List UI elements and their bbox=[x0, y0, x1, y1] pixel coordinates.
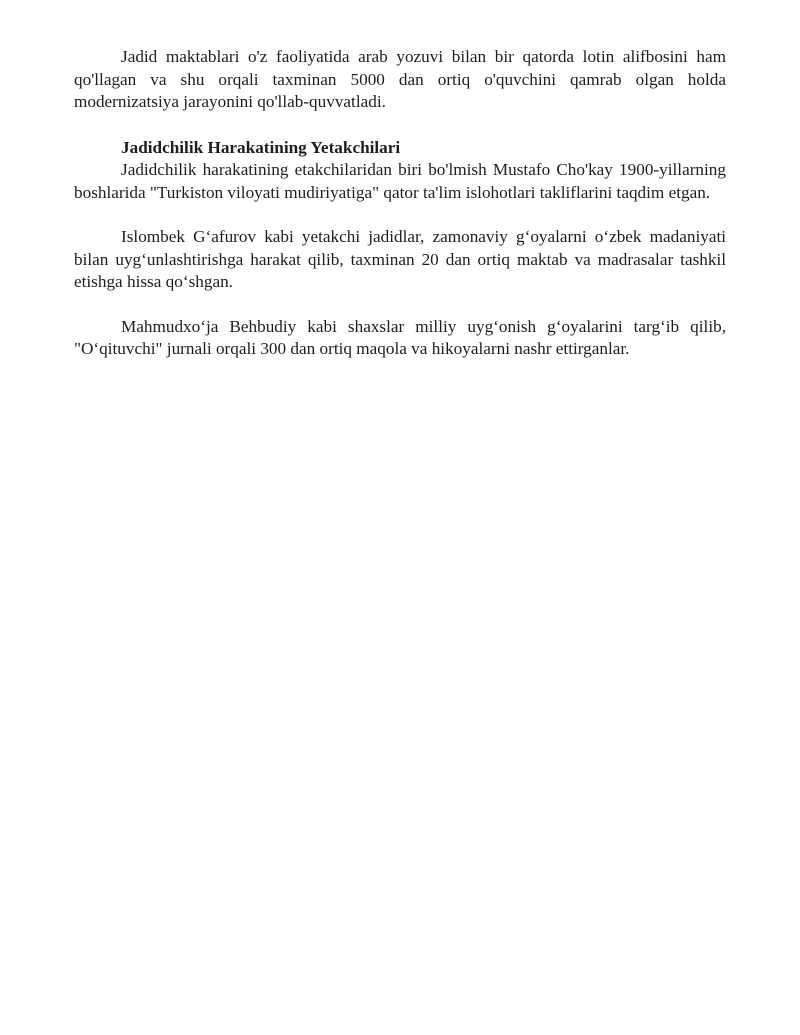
paragraph-mustafo-chokay: Jadidchilik harakatining etakchilaridan biri bo'lmish Mustafo Cho'kay 1900-yillarning boshlarida "Turkiston viloyati mudiriyatiga" qator ta'lim islohotlari takliflarini taqdim etgan. bbox=[74, 160, 726, 202]
paragraph-mahmudxoja-behbudiy: Mahmudxo‘ja Behbudiy kabi shaxslar milliy uyg‘onish g‘oyalarini targ‘ib qilib, "O‘qituvchi" jurnali orqali 300 dan ortiq maqola va hikoyalarni nashr ettirganlar. bbox=[74, 316, 726, 358]
paragraph-islombek-gafurov: Islombek G‘afurov kabi yetakchi jadidlar, zamonaviy g‘oyalarni o‘zbek madaniyati bilan uyg‘unlashtirishga harakat qilib, taxminan 20 dan ortiq maktab va madrasalar tashkil etishga hissa qo‘shgan. bbox=[74, 227, 726, 291]
document-page bbox=[74, 46, 726, 361]
paragraph-jadid-schools: Jadid maktablari o'z faoliyatida arab yozuvi bilan bir qatorda lotin alifbosini ham qo'llagan va shu orqali taxminan 5000 dan ortiq o'quvchini qamrab olgan holda modernizatsiya jarayonini qo'llab-quvvatladi. bbox=[74, 47, 726, 111]
section-heading: Jadidchilik Harakatining Yetakchilari bbox=[121, 137, 401, 157]
